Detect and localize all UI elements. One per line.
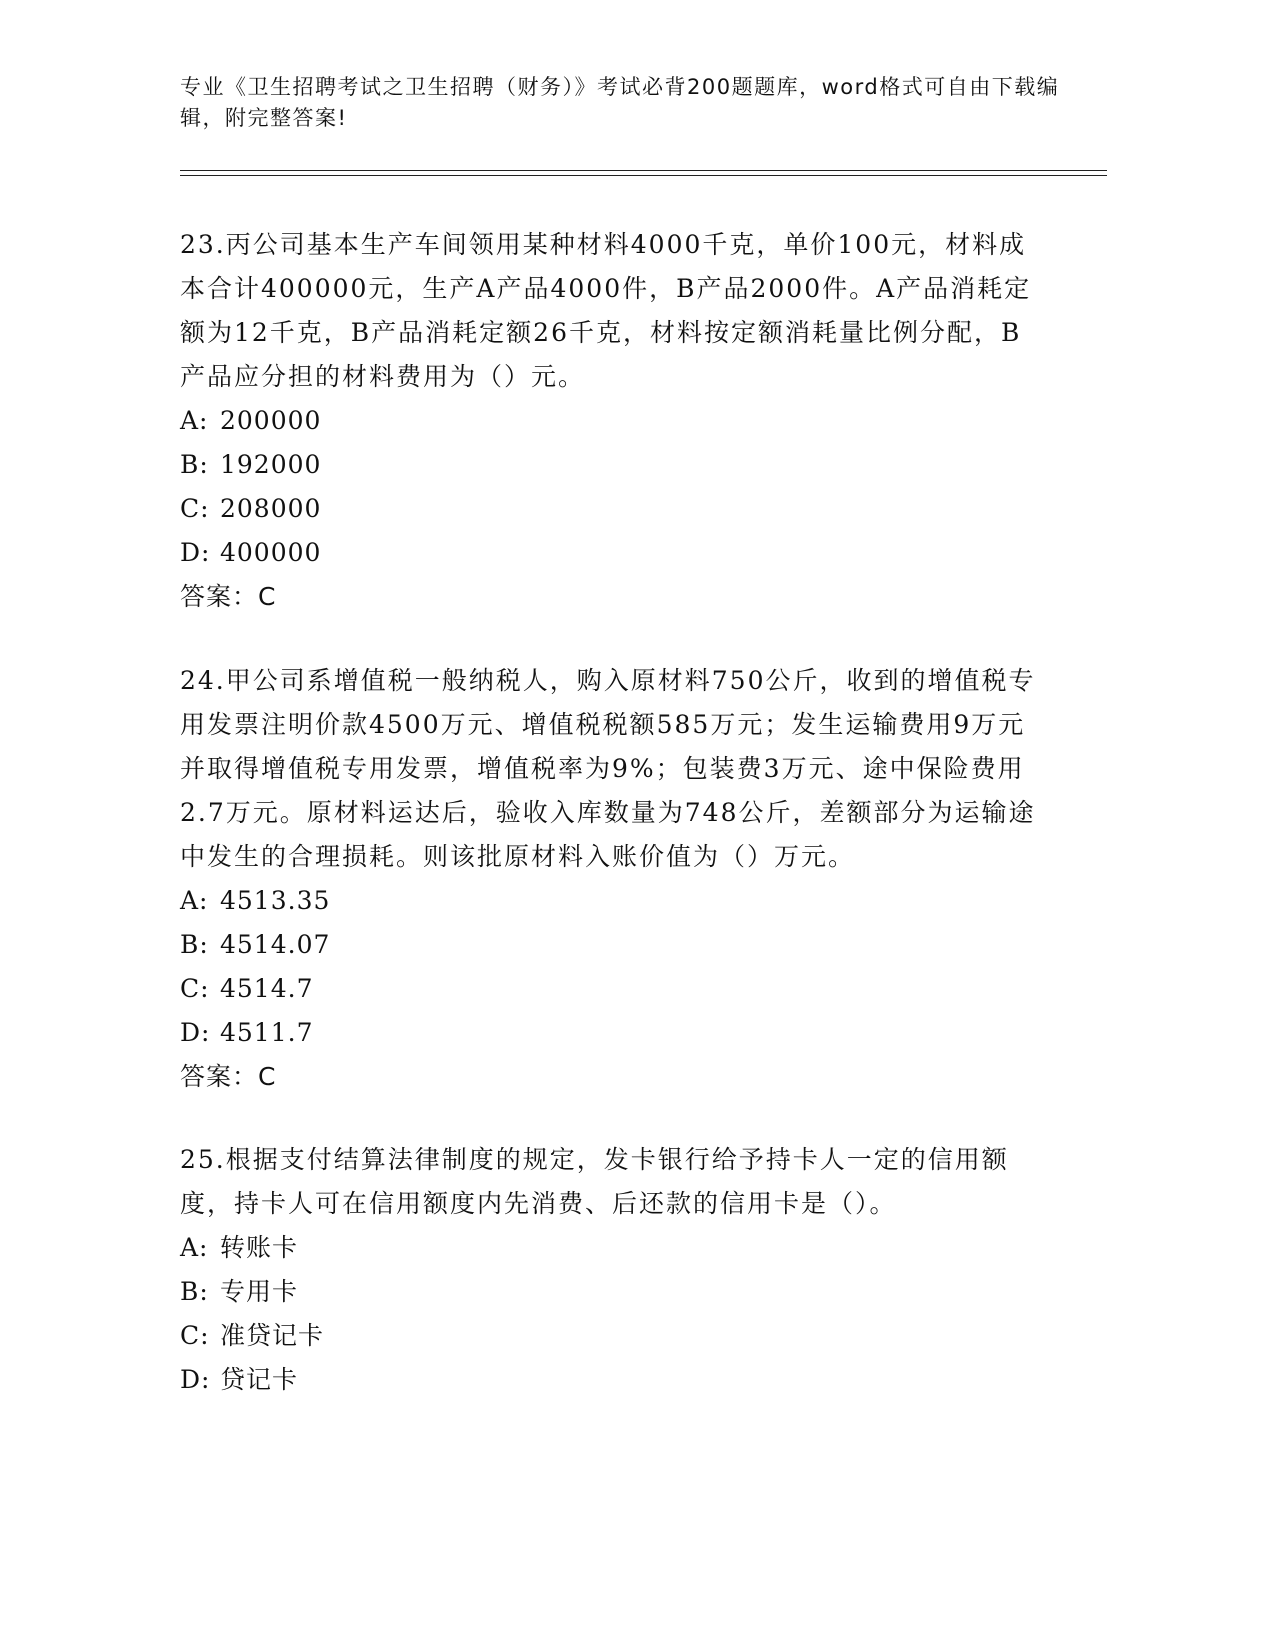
option-c xyxy=(180,487,1040,531)
option-letter: C: xyxy=(180,1321,210,1350)
option-letter: A: xyxy=(180,1233,209,1262)
option-value: 192000 xyxy=(220,450,322,479)
option-value: 4514.7 xyxy=(220,974,314,1003)
option-b xyxy=(180,923,1040,967)
option-a xyxy=(180,1226,1040,1270)
option-value: 4511.7 xyxy=(220,1018,314,1047)
option-letter: A: xyxy=(180,406,209,435)
option-value: 贷记卡 xyxy=(220,1365,299,1394)
option-letter: B: xyxy=(180,930,209,959)
option-value: 准贷记卡 xyxy=(220,1321,325,1350)
option-d xyxy=(180,1358,1040,1402)
option-letter: B: xyxy=(180,450,209,479)
question-23 xyxy=(180,223,1040,619)
option-value: 208000 xyxy=(220,494,322,523)
answer-line: 答案：C xyxy=(180,1062,277,1091)
option-a xyxy=(180,879,1040,923)
option-letter: D: xyxy=(180,538,211,567)
option-value: 200000 xyxy=(220,406,322,435)
header-divider-bottom xyxy=(180,175,1107,176)
option-letter: B: xyxy=(180,1277,209,1306)
option-a xyxy=(180,399,1040,443)
option-value: 400000 xyxy=(220,538,322,567)
option-letter: C: xyxy=(180,494,210,523)
option-letter: D: xyxy=(180,1365,211,1394)
document-header: 专业《卫生招聘考试之卫生招聘（财务）》考试必背200题题库，word格式可自由下载编辑，附完整答案! xyxy=(180,75,1060,130)
option-value: 转账卡 xyxy=(220,1233,299,1262)
option-d xyxy=(180,1011,1040,1055)
question-text: 23.丙公司基本生产车间领用某种材料4000千克，单价100元，材料成本合计400000元，生产A产品4000件，B产品2000件。A产品消耗定额为12千克，B产品消耗定额26千克，材料按定额消耗量比例分配，B产品应分担的材料费用为（）元。 xyxy=(180,230,1032,391)
question-text: 24.甲公司系增值税一般纳税人，购入原材料750公斤，收到的增值税专用发票注明价款4500万元、增值税税额585万元；发生运输费用9万元并取得增值税专用发票，增值税率为9%；包装费3万元、途中保险费用2.7万元。原材料运达后，验收入库数量为748公斤，差额部分为运输途中发生的合理损耗。则该批原材料入账价值为（）万元。 xyxy=(180,666,1036,871)
header-divider-top xyxy=(180,170,1107,171)
option-c xyxy=(180,1314,1040,1358)
option-b xyxy=(180,1270,1040,1314)
answer-line: 答案：C xyxy=(180,582,277,611)
option-value: 4513.35 xyxy=(220,886,331,915)
question-25 xyxy=(180,1138,1040,1402)
option-b xyxy=(180,443,1040,487)
option-letter: C: xyxy=(180,974,210,1003)
option-value: 4514.07 xyxy=(220,930,331,959)
option-letter: D: xyxy=(180,1018,211,1047)
option-value: 专用卡 xyxy=(220,1277,299,1306)
question-24 xyxy=(180,659,1040,1099)
option-c xyxy=(180,967,1040,1011)
question-text: 25.根据支付结算法律制度的规定，发卡银行给予持卡人一定的信用额度，持卡人可在信用额度内先消费、后还款的信用卡是（）。 xyxy=(180,1145,1009,1218)
option-d xyxy=(180,531,1040,575)
option-letter: A: xyxy=(180,886,209,915)
